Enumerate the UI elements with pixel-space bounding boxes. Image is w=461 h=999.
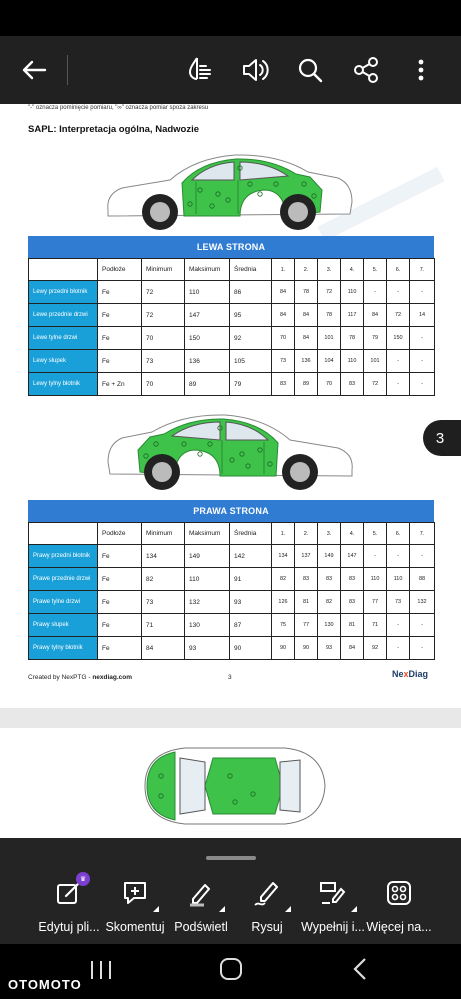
measurement-cell: 83 xyxy=(272,373,295,396)
page-footer xyxy=(28,674,132,681)
measurement-cell: 101 xyxy=(318,327,341,350)
measurement-cell: 71 xyxy=(364,614,387,637)
value-cell: 132 xyxy=(185,591,230,614)
value-cell: Fe xyxy=(98,591,142,614)
header-cell: 1. xyxy=(272,523,295,545)
measurement-cell: 104 xyxy=(318,350,341,373)
value-cell: 82 xyxy=(142,568,185,591)
footer-text: Created by NexPTG - xyxy=(28,674,93,681)
value-cell: 89 xyxy=(185,373,230,396)
header-cell: 1. xyxy=(272,259,295,281)
table-row xyxy=(29,614,435,637)
header-cell: Minimum xyxy=(142,259,185,281)
left-side-table xyxy=(28,236,434,396)
measurement-cell: - xyxy=(364,281,387,304)
row-label: Lewy przedni błotnik xyxy=(29,281,98,304)
header-cell: 2. xyxy=(295,523,318,545)
measurement-cell: - xyxy=(410,350,435,373)
recent-apps-icon[interactable] xyxy=(88,958,114,982)
row-label: Prawe tylne drzwi xyxy=(29,591,98,614)
row-label: Lewe przednie drzwi xyxy=(29,304,98,327)
value-cell: 95 xyxy=(230,304,272,327)
header-cell: 7. xyxy=(410,259,435,281)
right-side-table xyxy=(28,500,434,660)
value-cell: 105 xyxy=(230,350,272,373)
pdf-page xyxy=(0,104,461,708)
measurement-cell: 70 xyxy=(272,327,295,350)
measurement-cell: 130 xyxy=(318,614,341,637)
measurement-cell: 14 xyxy=(410,304,435,327)
measurement-cell: 82 xyxy=(318,591,341,614)
table-row xyxy=(29,591,435,614)
value-cell: 70 xyxy=(142,373,185,396)
row-label: Lewy słupek xyxy=(29,350,98,373)
top-app-bar xyxy=(0,36,461,104)
measurement-cell: 89 xyxy=(295,373,318,396)
measurement-cell: 90 xyxy=(295,637,318,660)
system-nav-bar xyxy=(0,944,461,999)
table-row xyxy=(29,568,435,591)
header-cell: 7. xyxy=(410,523,435,545)
more-tools-button[interactable] xyxy=(366,878,432,934)
row-label: Prawy słupek xyxy=(29,614,98,637)
measurement-cell: 110 xyxy=(364,568,387,591)
value-cell: 147 xyxy=(185,304,230,327)
otomoto-watermark: OTOMOTO xyxy=(8,977,82,992)
measurement-cell: - xyxy=(410,327,435,350)
fill-sign-icon xyxy=(318,878,348,908)
page-gap xyxy=(0,708,461,728)
tool-label: Skomentuj xyxy=(105,920,165,934)
value-cell: 73 xyxy=(142,591,185,614)
nav-back-icon[interactable] xyxy=(350,957,370,981)
value-cell: 92 xyxy=(230,327,272,350)
value-cell: Fe xyxy=(98,281,142,304)
car-right-side-diagram xyxy=(100,410,360,496)
value-cell: 79 xyxy=(230,373,272,396)
value-cell: 87 xyxy=(230,614,272,637)
search-icon[interactable] xyxy=(290,50,330,90)
value-cell: Fe xyxy=(98,327,142,350)
measurement-cell: 70 xyxy=(318,373,341,396)
tool-label: Rysuj xyxy=(251,920,283,934)
measurement-cell: 78 xyxy=(295,281,318,304)
tool-label: Więcej na... xyxy=(366,920,432,934)
tool-label: Wypełnij i... xyxy=(301,920,365,934)
table-row xyxy=(29,327,435,350)
measurement-cell: - xyxy=(410,545,435,568)
measurement-cell: 147 xyxy=(341,545,364,568)
header-cell: 2. xyxy=(295,259,318,281)
logo-x: x xyxy=(403,669,409,679)
header-cell: 6. xyxy=(387,259,410,281)
logo-text: Ne xyxy=(392,669,404,679)
measurement-cell: - xyxy=(410,373,435,396)
value-cell: 149 xyxy=(185,545,230,568)
value-cell: 93 xyxy=(230,591,272,614)
table-row xyxy=(29,637,435,660)
measurement-cell: 78 xyxy=(341,327,364,350)
measurement-cell: 88 xyxy=(410,568,435,591)
value-cell: 71 xyxy=(142,614,185,637)
table-header-row xyxy=(29,259,435,281)
measurement-cell: 78 xyxy=(318,304,341,327)
measurement-cell: - xyxy=(387,545,410,568)
value-cell: Fe xyxy=(98,350,142,373)
measurement-cell: 83 xyxy=(318,568,341,591)
table-title: LEWA STRONA xyxy=(28,236,434,258)
nexdiag-logo xyxy=(392,669,434,683)
value-cell: Fe xyxy=(98,614,142,637)
edit-pdf-icon xyxy=(54,876,87,908)
measurement-cell: - xyxy=(410,637,435,660)
value-cell: 110 xyxy=(185,568,230,591)
measurement-cell: 79 xyxy=(364,327,387,350)
pdf-page-next xyxy=(0,728,461,838)
header-cell: Podłoże xyxy=(98,523,142,545)
measurement-cell: 92 xyxy=(364,637,387,660)
measurement-cell: 90 xyxy=(272,637,295,660)
highlight-button[interactable] xyxy=(168,878,234,934)
back-arrow-icon[interactable] xyxy=(14,50,54,90)
header-cell: 3. xyxy=(318,523,341,545)
measurement-cell: 72 xyxy=(318,281,341,304)
value-cell: 84 xyxy=(142,637,185,660)
value-cell: 90 xyxy=(230,637,272,660)
share-icon[interactable] xyxy=(346,50,386,90)
value-cell: 142 xyxy=(230,545,272,568)
draw-button[interactable] xyxy=(234,878,300,934)
table-header-row xyxy=(29,523,435,545)
submenu-indicator xyxy=(285,906,291,912)
row-label: Lewy tylny błotnik xyxy=(29,373,98,396)
row-label: Prawe przednie drzwi xyxy=(29,568,98,591)
measurement-cell: 83 xyxy=(295,568,318,591)
value-cell: 93 xyxy=(185,637,230,660)
measurement-cell: 110 xyxy=(341,350,364,373)
measurement-cell: - xyxy=(387,637,410,660)
home-icon[interactable] xyxy=(218,956,244,982)
value-cell: Fe xyxy=(98,545,142,568)
header-cell: 4. xyxy=(341,523,364,545)
comment-icon xyxy=(120,878,150,908)
measurement-cell: 83 xyxy=(341,568,364,591)
header-cell-empty xyxy=(29,523,98,545)
measurement-cell: - xyxy=(387,373,410,396)
value-cell: 86 xyxy=(230,281,272,304)
measurement-cell: 83 xyxy=(341,373,364,396)
value-cell: 91 xyxy=(230,568,272,591)
value-cell: Fe xyxy=(98,304,142,327)
measurement-cell: 82 xyxy=(272,568,295,591)
measurement-cell: - xyxy=(387,614,410,637)
section-title: SAPL: Interpretacja ogólna, Nadwozie xyxy=(28,124,200,135)
measurement-cell: 77 xyxy=(295,614,318,637)
value-cell: 72 xyxy=(142,304,185,327)
highlight-icon xyxy=(186,878,216,908)
header-cell: Średnia xyxy=(230,259,272,281)
submenu-indicator xyxy=(219,906,225,912)
header-cell: Podłoże xyxy=(98,259,142,281)
row-label: Lewe tylne drzwi xyxy=(29,327,98,350)
page-number: 3 xyxy=(228,674,232,681)
value-cell: 150 xyxy=(185,327,230,350)
value-cell: 72 xyxy=(142,281,185,304)
measurement-cell: - xyxy=(387,350,410,373)
measurement-cell: - xyxy=(364,545,387,568)
value-cell: 136 xyxy=(185,350,230,373)
header-cell: Minimum xyxy=(142,523,185,545)
submenu-indicator xyxy=(351,906,357,912)
table-row xyxy=(29,281,435,304)
liquid-mode-icon[interactable] xyxy=(180,50,220,90)
measurement-cell: 149 xyxy=(318,545,341,568)
header-cell: 6. xyxy=(387,523,410,545)
value-cell: 70 xyxy=(142,327,185,350)
footer-link[interactable]: nexdiag.com xyxy=(92,674,133,681)
measurement-cell: - xyxy=(410,614,435,637)
measurement-cell: 84 xyxy=(341,637,364,660)
header-cell: 5. xyxy=(364,523,387,545)
bottom-toolbar xyxy=(0,838,461,944)
header-cell: 4. xyxy=(341,259,364,281)
table-row xyxy=(29,350,435,373)
measurement-cell: 84 xyxy=(364,304,387,327)
table-row xyxy=(29,304,435,327)
measurement-cell: 72 xyxy=(364,373,387,396)
measurement-cell: 72 xyxy=(387,304,410,327)
measurement-cell: 117 xyxy=(341,304,364,327)
car-left-side-diagram xyxy=(100,150,360,236)
tool-label: Podświetl xyxy=(174,920,228,934)
value-cell: 134 xyxy=(142,545,185,568)
page-number-badge[interactable]: 3 xyxy=(423,420,461,456)
header-cell-empty xyxy=(29,259,98,281)
value-cell: Fe xyxy=(98,637,142,660)
measurement-cell: 136 xyxy=(295,350,318,373)
value-cell: 110 xyxy=(185,281,230,304)
edit-pdf-button[interactable] xyxy=(36,878,102,934)
value-cell: Fe + Zn xyxy=(98,373,142,396)
measurement-cell: 77 xyxy=(364,591,387,614)
measurement-cell: 73 xyxy=(272,350,295,373)
drag-handle[interactable] xyxy=(206,856,256,860)
premium-crown-icon: ♛ xyxy=(76,872,90,886)
more-tools-icon xyxy=(384,878,414,908)
overflow-menu-icon[interactable] xyxy=(401,50,441,90)
header-cell: Średnia xyxy=(230,523,272,545)
table-row xyxy=(29,373,435,396)
measurement-cell: 110 xyxy=(387,568,410,591)
measurement-cell: 84 xyxy=(295,304,318,327)
measurement-cell: 83 xyxy=(341,591,364,614)
measurement-cell: 93 xyxy=(318,637,341,660)
measurement-cell: - xyxy=(387,281,410,304)
logo-text: Diag xyxy=(408,669,429,679)
measurement-cell: 84 xyxy=(272,304,295,327)
read-aloud-icon[interactable] xyxy=(235,50,275,90)
header-cell: Maksimum xyxy=(185,523,230,545)
table-title: PRAWA STRONA xyxy=(28,500,434,522)
measurement-note: "-" oznacza pominięcie pomiaru, "∞" oznacza pomiar spoza zakresu xyxy=(28,105,209,111)
tool-label: Edytuj pli... xyxy=(38,920,100,934)
value-cell: 73 xyxy=(142,350,185,373)
measurement-cell: 73 xyxy=(387,591,410,614)
table-row xyxy=(29,545,435,568)
measurement-cell: - xyxy=(410,281,435,304)
measurement-cell: 84 xyxy=(272,281,295,304)
measurement-cell: 150 xyxy=(387,327,410,350)
draw-icon xyxy=(252,878,282,908)
measurement-cell: 84 xyxy=(295,327,318,350)
value-cell: 130 xyxy=(185,614,230,637)
value-cell: Fe xyxy=(98,568,142,591)
header-cell: Maksimum xyxy=(185,259,230,281)
row-label: Prawy przedni błotnik xyxy=(29,545,98,568)
comment-button[interactable] xyxy=(102,878,168,934)
submenu-indicator xyxy=(153,906,159,912)
measurement-cell: 137 xyxy=(295,545,318,568)
measurement-cell: 101 xyxy=(364,350,387,373)
measurement-cell: 81 xyxy=(341,614,364,637)
measurement-cell: 126 xyxy=(272,591,295,614)
measurement-cell: 110 xyxy=(341,281,364,304)
car-top-view-diagram xyxy=(135,736,330,836)
measurement-cell: 132 xyxy=(410,591,435,614)
header-cell: 3. xyxy=(318,259,341,281)
measurement-cell: 81 xyxy=(295,591,318,614)
row-label: Prawy tylny błotnik xyxy=(29,637,98,660)
fill-sign-button[interactable] xyxy=(300,878,366,934)
divider xyxy=(67,55,68,85)
measurement-cell: 134 xyxy=(272,545,295,568)
header-cell: 5. xyxy=(364,259,387,281)
measurement-cell: 75 xyxy=(272,614,295,637)
